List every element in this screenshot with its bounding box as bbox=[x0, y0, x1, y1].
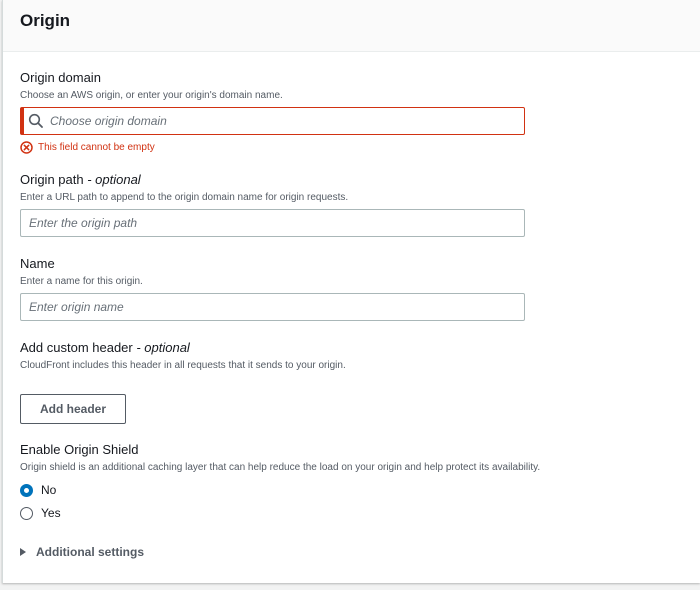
origin-shield-description: Origin shield is an additional caching layer that can help reduce the load on your origin and help protect its availability. bbox=[20, 462, 541, 473]
radio-unselected-icon[interactable] bbox=[20, 507, 33, 520]
origin-shield-radio-group bbox=[20, 480, 540, 523]
custom-header-optional: - optional bbox=[132, 340, 190, 355]
name-field bbox=[20, 256, 525, 321]
radio-option-yes[interactable] bbox=[20, 503, 540, 523]
radio-option-no[interactable] bbox=[20, 480, 540, 500]
custom-header-description: CloudFront includes this header in all requests that it sends to your origin. bbox=[20, 360, 346, 371]
name-placeholder: Enter origin name bbox=[29, 300, 124, 314]
panel-header bbox=[3, 0, 700, 52]
custom-header-label bbox=[20, 340, 346, 356]
origin-domain-description: Choose an AWS origin, or enter your origin's domain name. bbox=[20, 90, 283, 101]
origin-panel bbox=[2, 0, 700, 583]
origin-path-field bbox=[20, 172, 525, 237]
add-header-wrapper bbox=[20, 394, 346, 424]
origin-shield-label: Enable Origin Shield bbox=[20, 442, 139, 457]
additional-settings-toggle[interactable] bbox=[20, 545, 144, 559]
origin-domain-input[interactable] bbox=[20, 107, 525, 135]
origin-path-description: Enter a URL path to append to the origin domain name for origin requests. bbox=[20, 192, 349, 203]
origin-path-optional: - optional bbox=[83, 172, 141, 187]
origin-path-input[interactable] bbox=[20, 209, 525, 237]
radio-selected-icon[interactable] bbox=[20, 484, 33, 497]
origin-domain-label: Origin domain bbox=[20, 70, 101, 85]
origin-domain-error bbox=[20, 141, 525, 154]
name-input[interactable] bbox=[20, 293, 525, 321]
origin-domain-error-text: This field cannot be empty bbox=[38, 142, 155, 153]
search-icon bbox=[28, 113, 44, 129]
radio-option-yes-label: Yes bbox=[41, 506, 61, 520]
radio-option-no-label: No bbox=[41, 483, 57, 497]
origin-domain-placeholder: Choose origin domain bbox=[50, 114, 167, 128]
additional-settings-label: Additional settings bbox=[36, 545, 144, 559]
error-icon bbox=[20, 141, 33, 154]
add-header-button[interactable]: Add header bbox=[20, 394, 126, 424]
origin-shield-field bbox=[20, 442, 540, 523]
name-label: Name bbox=[20, 256, 55, 271]
caret-right-icon bbox=[20, 548, 26, 556]
origin-path-label-text: Origin path bbox=[20, 172, 84, 187]
panel-title: Origin bbox=[20, 10, 71, 30]
custom-header-label-text: Add custom header bbox=[20, 340, 133, 355]
additional-settings-field bbox=[20, 545, 144, 559]
custom-header-field bbox=[20, 340, 346, 424]
name-description: Enter a name for this origin. bbox=[20, 276, 143, 287]
origin-domain-field bbox=[20, 70, 525, 154]
origin-path-label bbox=[20, 172, 525, 188]
origin-path-placeholder: Enter the origin path bbox=[29, 216, 138, 230]
